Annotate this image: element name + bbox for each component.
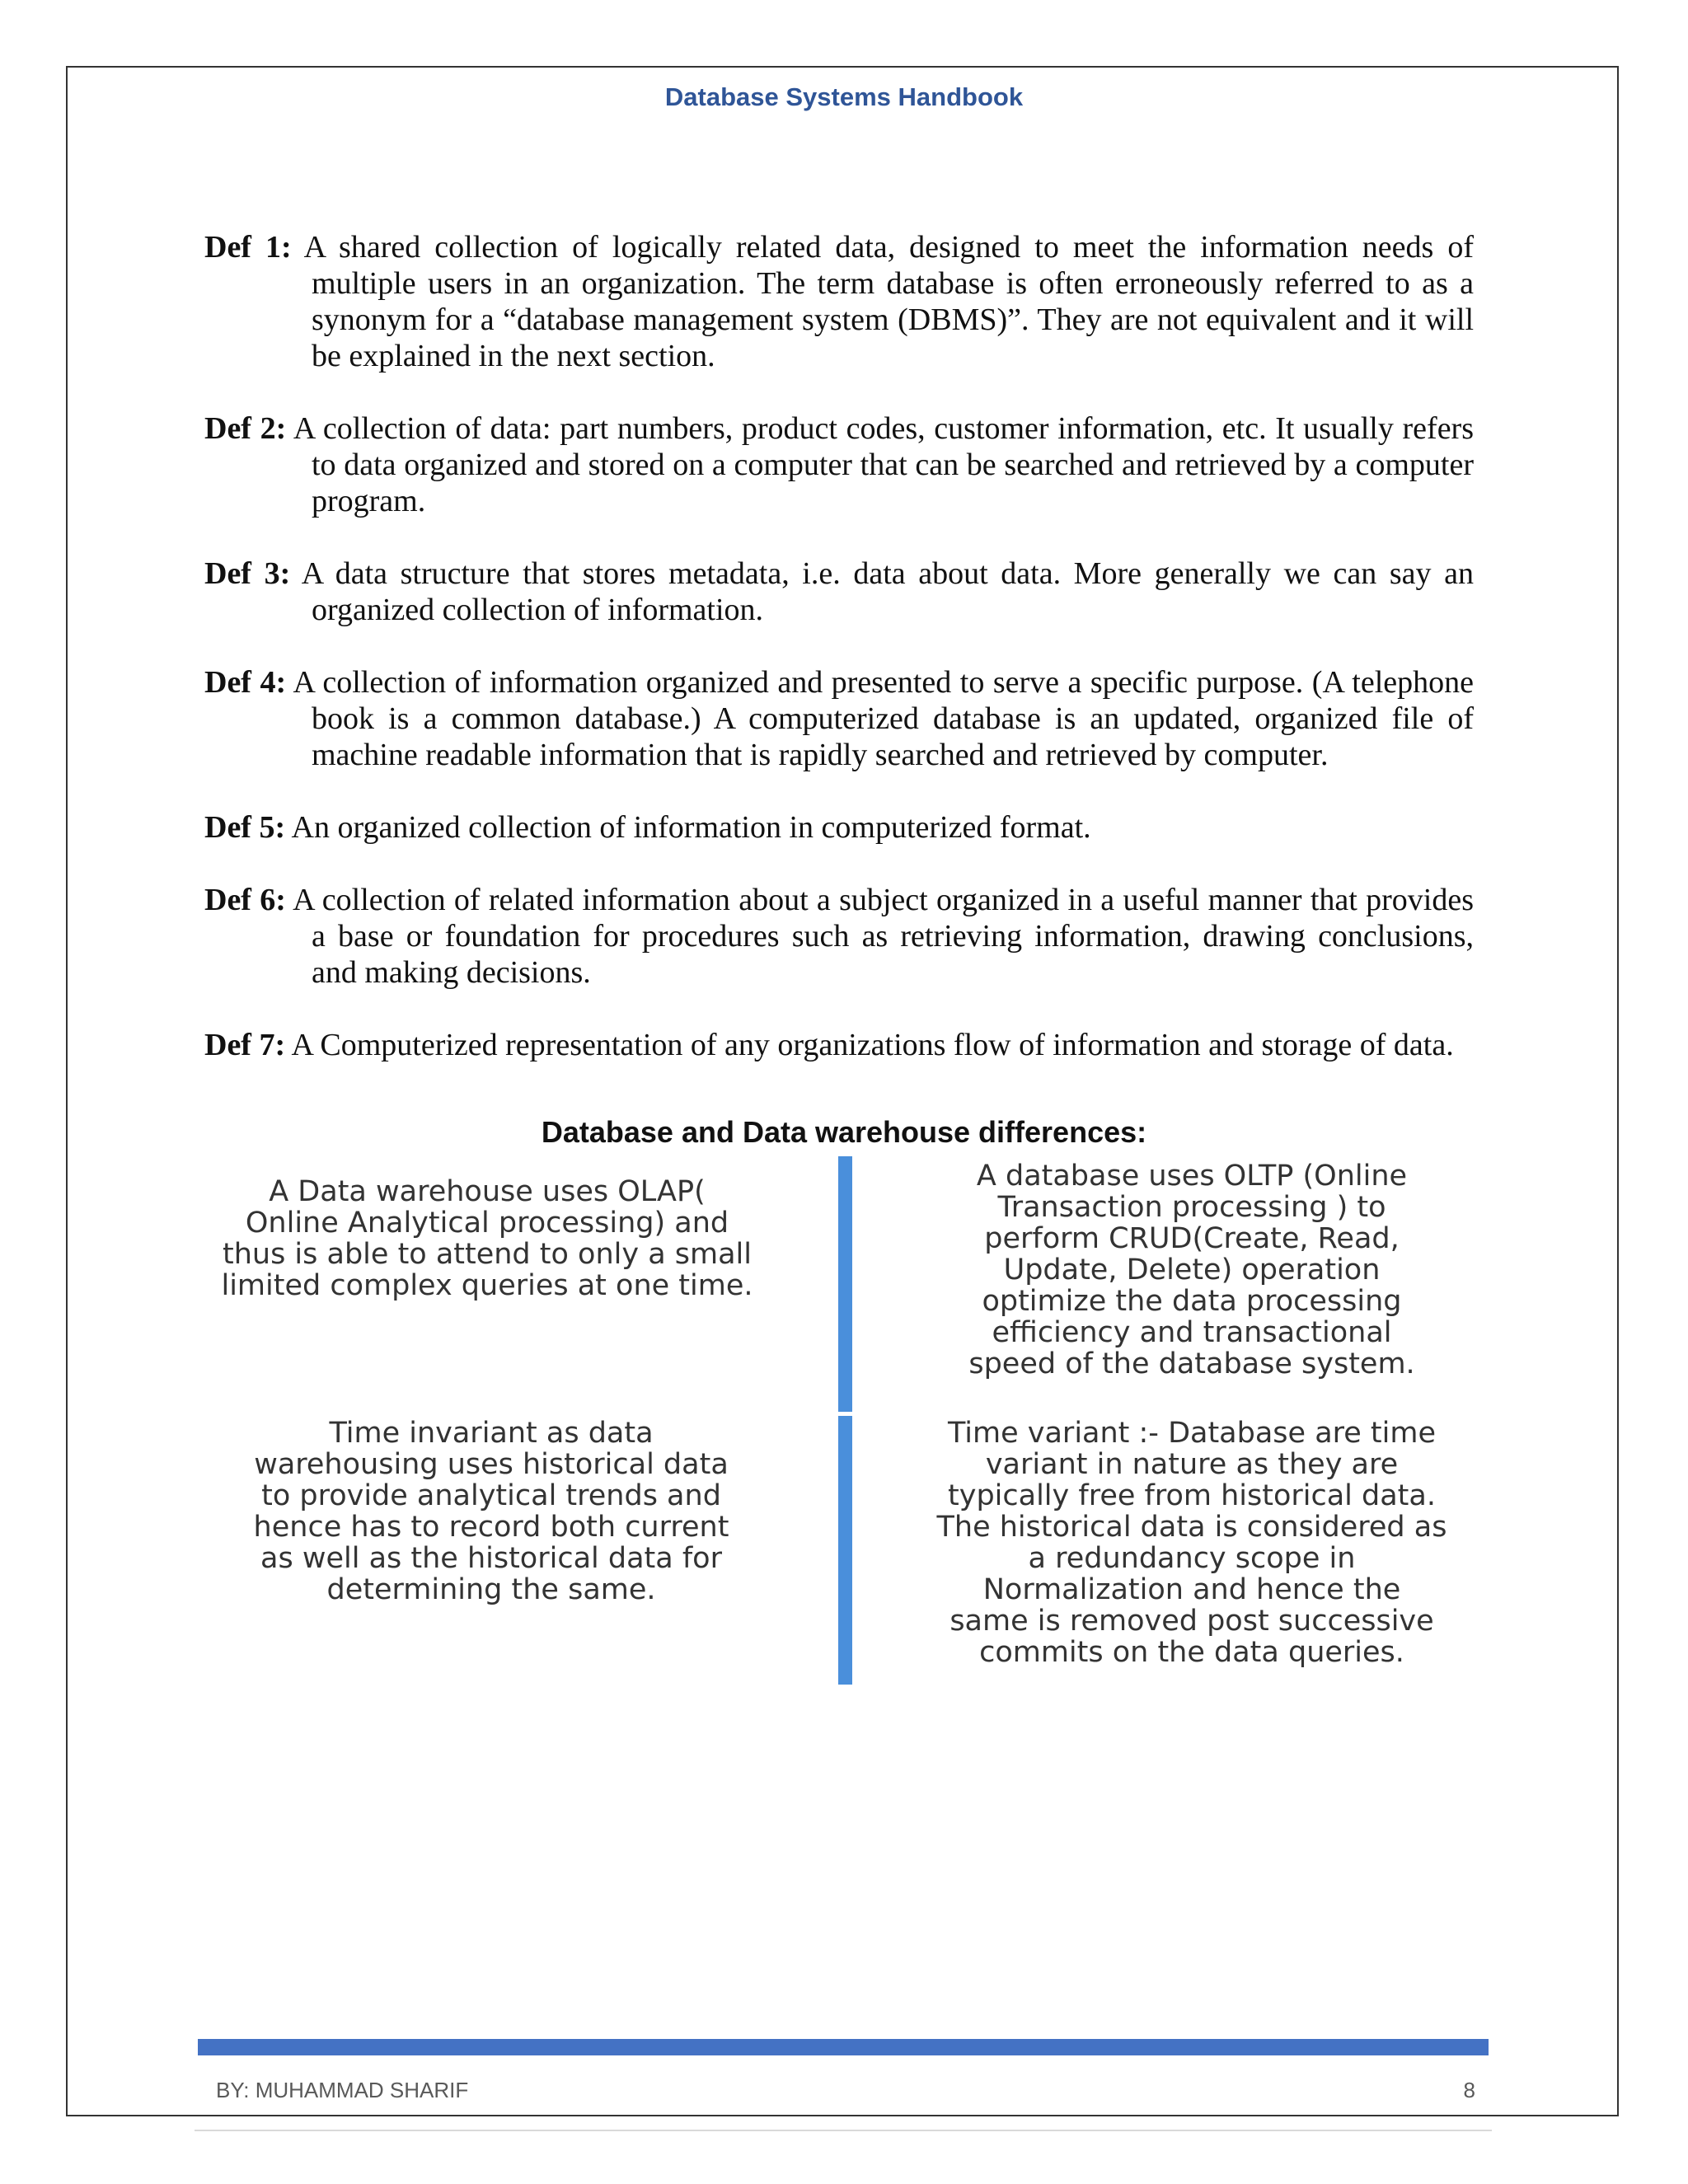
definition-label: Def 3: (204, 556, 291, 591)
definition-text: A Computerized representation of any organizations flow of information and storage of data. (291, 1028, 1454, 1062)
warehouse-olap-text: A Data warehouse uses OLAP( Online Analytical processing) and thus is able to attend to only a small limited complex queries at one time. (221, 1175, 753, 1302)
definition-1 (204, 229, 1474, 374)
comparison-divider-top (838, 1156, 852, 1412)
definitions-list (204, 198, 1474, 1099)
definition-text: A data structure that stores metadata, i.e. data about data. More generally we can say an organized collection of information. (301, 556, 1474, 627)
definition-label: Def 6: (204, 883, 286, 917)
bottom-rule (195, 2130, 1492, 2131)
page-number: 8 (1463, 2078, 1475, 2102)
definition-3 (204, 555, 1474, 628)
definition-text: A collection of related information about a subject organized in a useful manner that provides a base or foundation for procedures such as retrieving information, drawing conclusions, and making decisions. (293, 883, 1475, 990)
footer-author: BY: MUHAMMAD SHARIF (216, 2078, 469, 2102)
definition-label: Def 5: (204, 810, 286, 845)
definition-label: Def 7: (204, 1028, 286, 1062)
definition-4 (204, 664, 1474, 773)
definition-5 (204, 809, 1474, 846)
database-oltp-text: A database uses OLTP (Online Transaction processing ) to perform CRUD(Create, Read, Update, Delete) operation optimize the data processing efficiency and transactional speed of the database system. (968, 1160, 1415, 1380)
definition-text: An organized collection of information in computerized format. (291, 810, 1091, 845)
footer-bar (198, 2039, 1489, 2055)
comparison-divider-bottom (838, 1416, 852, 1685)
header-title: Database Systems Handbook (664, 82, 1024, 111)
differences-heading: Database and Data warehouse differences: (541, 1115, 1147, 1149)
definition-6 (204, 882, 1474, 991)
definition-2 (204, 410, 1474, 519)
definition-label: Def 4: (204, 665, 287, 700)
definition-label: Def 1: (204, 230, 292, 265)
definition-text: A collection of information organized and presented to serve a specific purpose. (A telephone book is a common database.) A computerized database is an updated, organized file of machine readable information that is rapidly searched and retrieved by computer. (293, 665, 1474, 772)
definition-text: A collection of data: part numbers, product codes, customer information, etc. It usually refers to data organized and stored on a computer that can be searched and retrieved by a computer program. (293, 411, 1475, 518)
database-time-variant-text: Time variant :- Database are time variant in nature as they are typically free from historical data. The historical data is considered as a redundancy scope in Normalization and hence the same is removed post successive commits on the data queries. (936, 1417, 1447, 1669)
definition-label: Def 2: (204, 411, 287, 446)
warehouse-time-invariant-text: Time invariant as data warehousing uses historical data to provide analytical trends and hence has to record both current as well as the historical data for determining the same. (253, 1417, 729, 1606)
definition-7 (204, 1027, 1474, 1063)
definition-text: A shared collection of logically related data, designed to meet the information needs of multiple users in an organization. The term database is often erroneously referred to as a synonym for a “database management system (DBMS)”. They are not equivalent and it will be explained in the next section. (303, 230, 1474, 373)
